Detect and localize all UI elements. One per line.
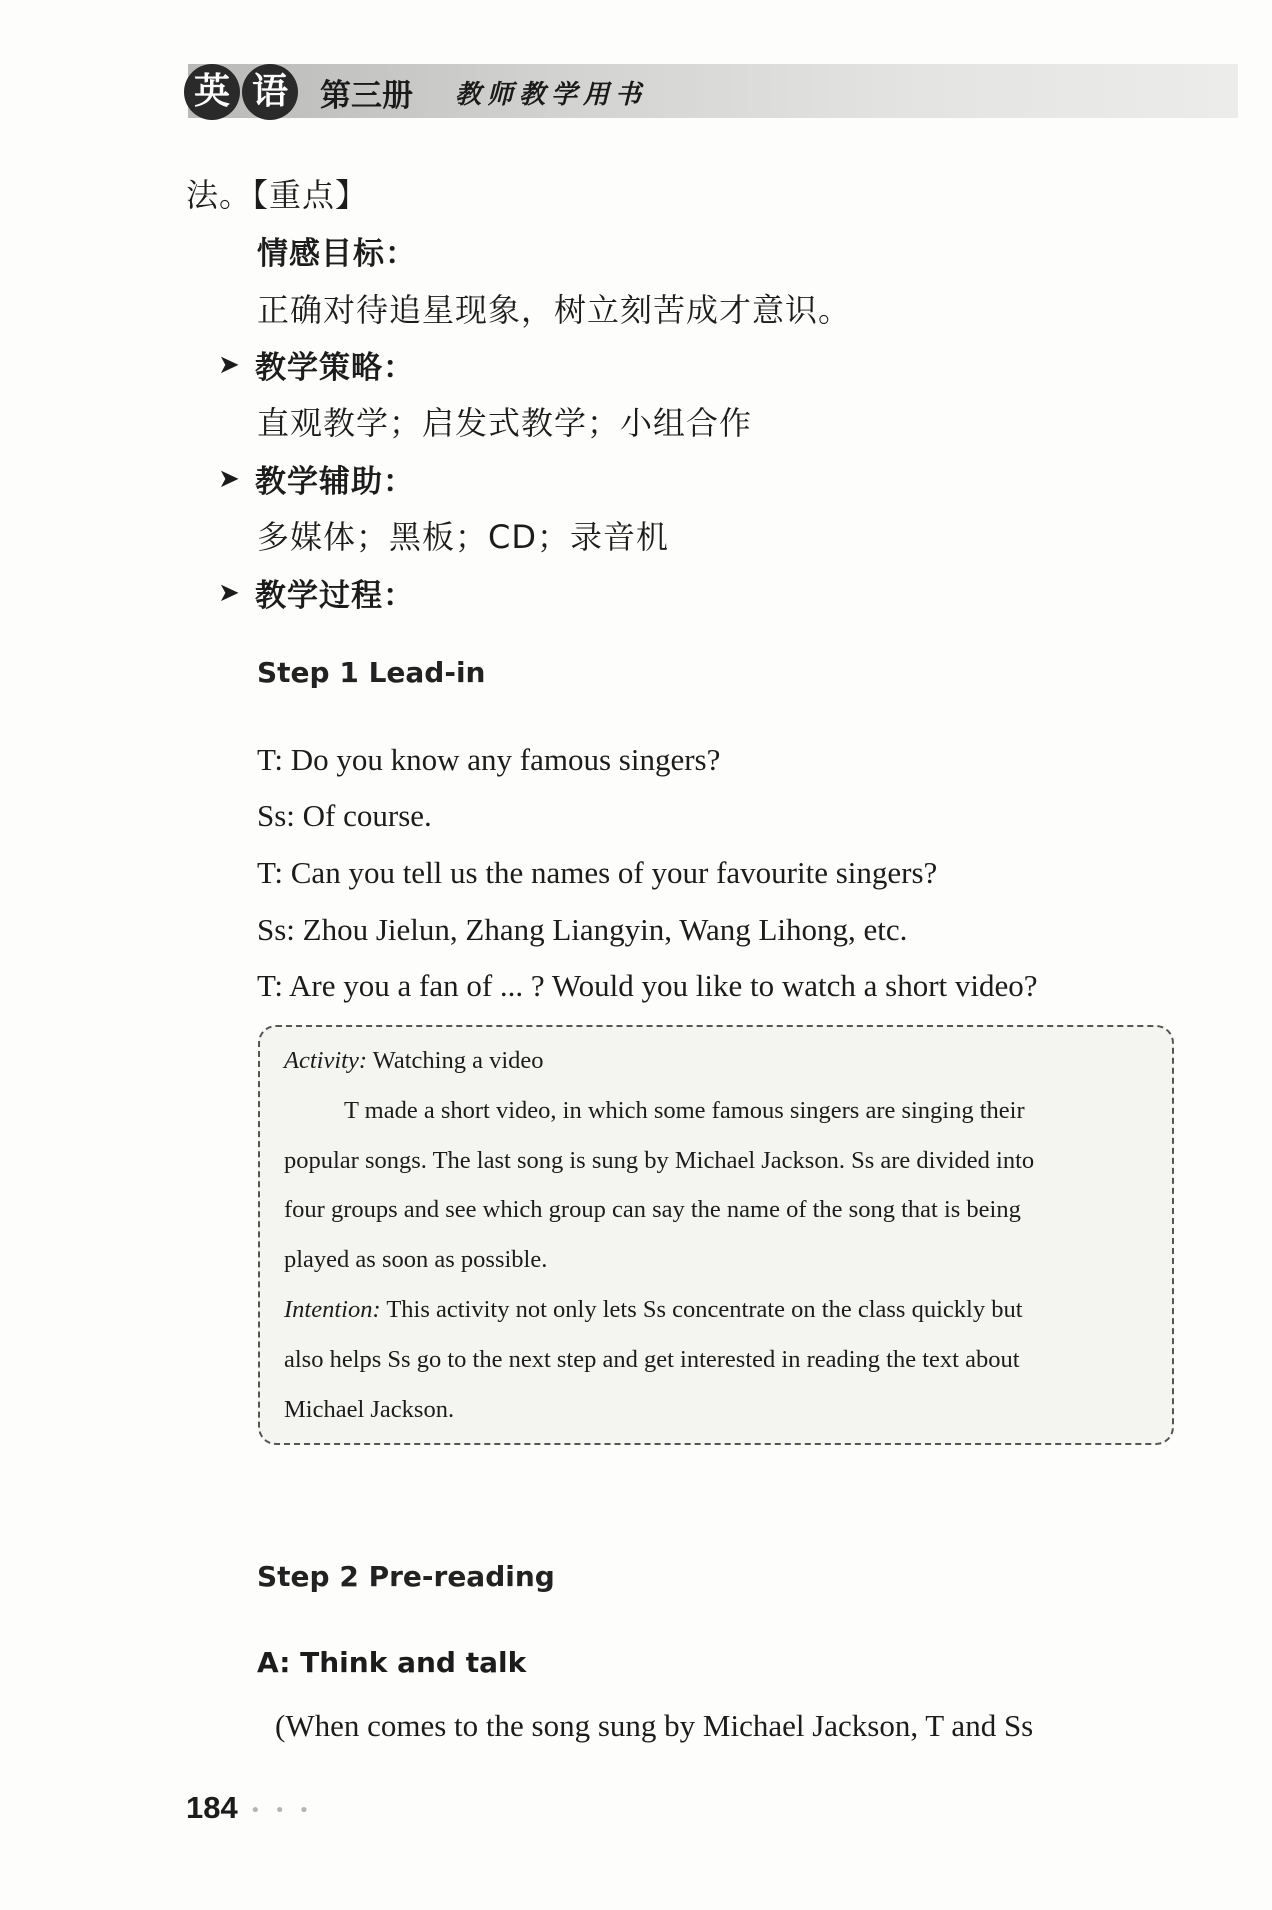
- activity-line: popular songs. The last song is sung by Michael Jackson. Ss are divided into: [284, 1147, 1035, 1174]
- strategy-heading: 教学策略：: [255, 350, 415, 386]
- carry-over-line: 法。【重点】: [186, 176, 369, 214]
- activity-label: Activity:: [284, 1047, 367, 1074]
- dialog-line: Ss: Of course.: [257, 798, 432, 833]
- intention-line: This activity not only lets Ss concentrate on the class quickly but: [386, 1296, 1023, 1323]
- activity-header: [284, 1047, 544, 1075]
- intention-header: [284, 1296, 1023, 1324]
- activity-line: played as soon as possible.: [284, 1246, 548, 1273]
- process-heading: 教学过程：: [255, 578, 415, 614]
- activity-line: T made a short video, in which some famous singers are singing their: [344, 1097, 1025, 1124]
- step-2-title: Step 2 Pre-reading: [257, 1560, 555, 1593]
- step-1-title: Step 1 Lead-in: [257, 656, 486, 689]
- dialog-line: T: Do you know any famous singers?: [257, 742, 721, 777]
- dialog-line: T: Are you a fan of ... ? Would you like to watch a short video?: [257, 968, 1038, 1003]
- intention-line: Michael Jackson.: [284, 1396, 455, 1423]
- intention-label: Intention:: [284, 1296, 381, 1323]
- dialog-line: Ss: Zhou Jielun, Zhang Liangyin, Wang Lihong, etc.: [257, 912, 908, 947]
- aids-text: 多媒体；黑板；CD；录音机: [257, 518, 669, 556]
- affective-text: 正确对待追星现象，树立刻苦成才意识。: [257, 291, 852, 329]
- intention-line: also helps Ss go to the next step and get interested in reading the text about: [284, 1346, 1020, 1373]
- step-2-text: (When comes to the song sung by Michael Jackson, T and Ss: [275, 1708, 1034, 1743]
- logo-char-2: 语: [242, 64, 298, 120]
- arrow-icon: ➤: [218, 578, 240, 608]
- volume-label: 第三册: [320, 78, 413, 114]
- affective-heading: 情感目标：: [257, 236, 417, 272]
- aids-heading: 教学辅助：: [255, 464, 415, 500]
- think-and-talk-heading: A: Think and talk: [257, 1646, 527, 1679]
- arrow-icon: ➤: [218, 350, 240, 380]
- logo-char-1: 英: [184, 64, 240, 120]
- activity-box: [258, 1025, 1174, 1445]
- activity-line: four groups and see which group can say the name of the song that is being: [284, 1196, 1021, 1223]
- arrow-icon: ➤: [218, 464, 240, 494]
- dialog-line: T: Can you tell us the names of your favourite singers?: [257, 855, 938, 890]
- strategy-text: 直观教学；启发式教学；小组合作: [257, 404, 753, 442]
- book-type-label: 教师教学用书: [455, 80, 648, 110]
- page-dots: • • •: [250, 1800, 314, 1821]
- activity-title: Watching a video: [372, 1047, 544, 1074]
- page-number: 184: [186, 1790, 238, 1825]
